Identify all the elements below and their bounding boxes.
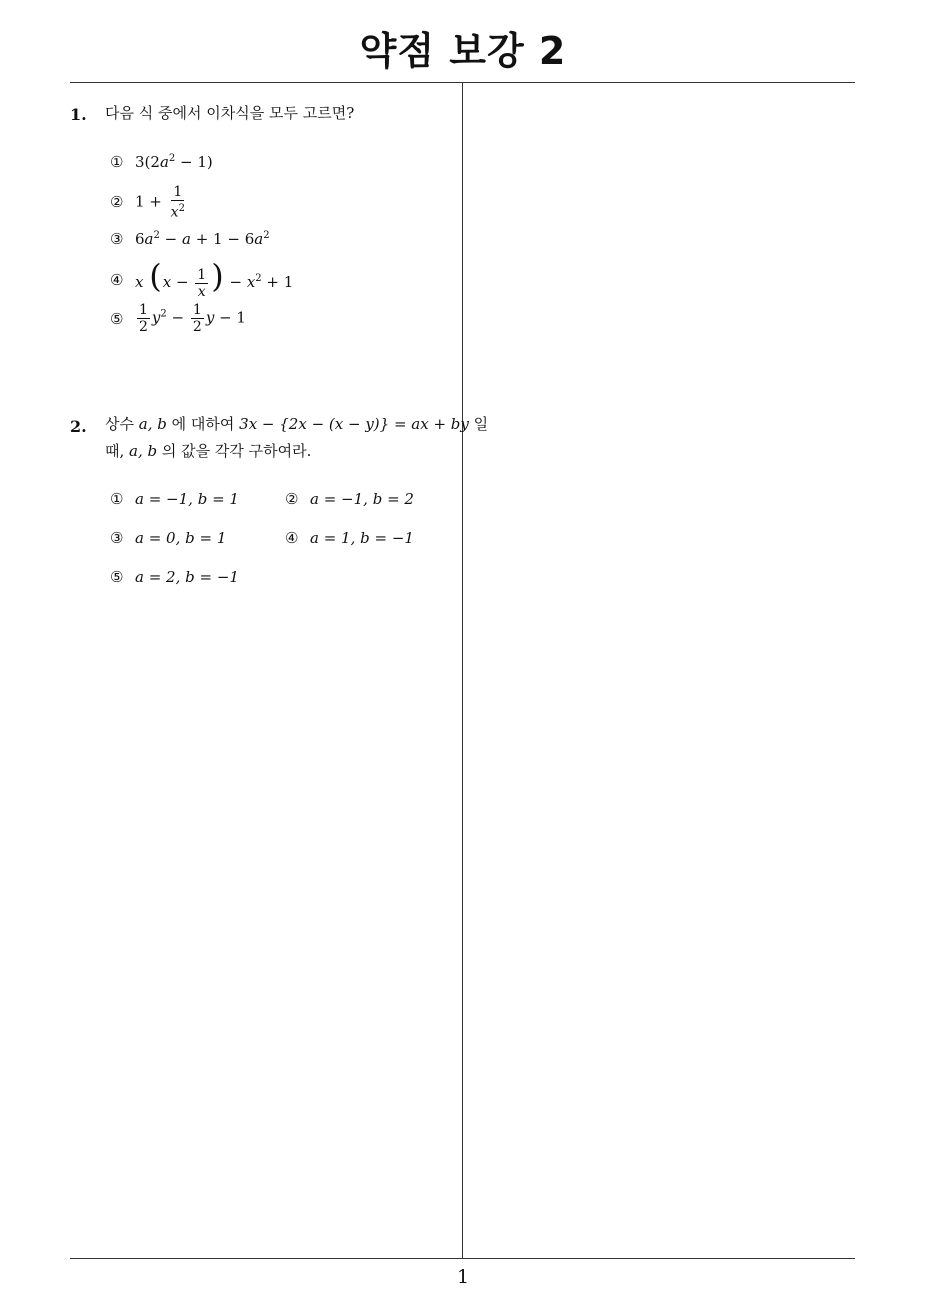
q1-choice-3[interactable]: [110, 230, 270, 248]
question-2-text: 상수 a, b 에 대하여 3x − {2x − (x − y)} = ax + by 일 때, a, b 의 값을 각각 구하여라.: [105, 415, 489, 460]
choice-mark: ③: [110, 230, 124, 248]
choice-expression: x (x − $\frac{1}{x}$ ) − $x^2 + 1$: [135, 257, 294, 300]
choice-expression: $6a^2 - a + 1 - 6a^2$: [135, 230, 270, 248]
choice-expression: $\frac{1}{2}$ $y^2$ − $\frac{1}{2}$ y − 1: [139, 302, 246, 335]
choice-mark: ②: [285, 490, 299, 508]
choice-mark: ②: [110, 193, 124, 212]
q2-choice-1[interactable]: [110, 490, 239, 508]
choice-mark: ④: [110, 270, 124, 289]
choice-mark: ①: [110, 490, 124, 508]
column-divider: [462, 83, 463, 1258]
q2-choice-3[interactable]: [110, 529, 226, 547]
q2-choice-5[interactable]: [110, 568, 239, 586]
question-2-number: 2.: [70, 417, 87, 436]
choice-expression: a = −1, b = 2: [310, 490, 414, 508]
choice-mark: ⑤: [110, 568, 124, 586]
choice-mark: ⑤: [110, 309, 124, 328]
choice-expression: a = 0, b = 1: [135, 529, 227, 547]
choice-mark: ③: [110, 529, 124, 547]
question-1-number: 1.: [70, 105, 87, 124]
page-number: 1: [456, 1266, 470, 1288]
choice-mark: ①: [110, 153, 124, 171]
choice-expression: a = 2, b = −1: [135, 568, 239, 586]
page-title: 약점 보강 2: [359, 29, 567, 73]
q1-choice-4[interactable]: [110, 257, 294, 300]
question-1-prompt: 다음 식 중에서 이차식을 모두 고르면?: [105, 104, 355, 122]
choice-expression: $3(2a^2 - 1)$: [135, 153, 213, 171]
choice-expression: a = 1, b = −1: [310, 529, 414, 547]
footer-rule: [70, 1258, 855, 1259]
q2-choice-2[interactable]: [285, 490, 414, 508]
q1-choice-1[interactable]: [110, 153, 213, 171]
choice-mark: ④: [285, 529, 299, 547]
q2-choice-4[interactable]: [285, 529, 414, 547]
choice-expression: 1 + $\frac{1}{x^2}$: [135, 184, 185, 221]
choice-expression: a = −1, b = 1: [135, 490, 239, 508]
q1-choice-5[interactable]: [110, 302, 246, 335]
q1-choice-2[interactable]: [110, 184, 189, 221]
question-1-text: [105, 100, 354, 127]
